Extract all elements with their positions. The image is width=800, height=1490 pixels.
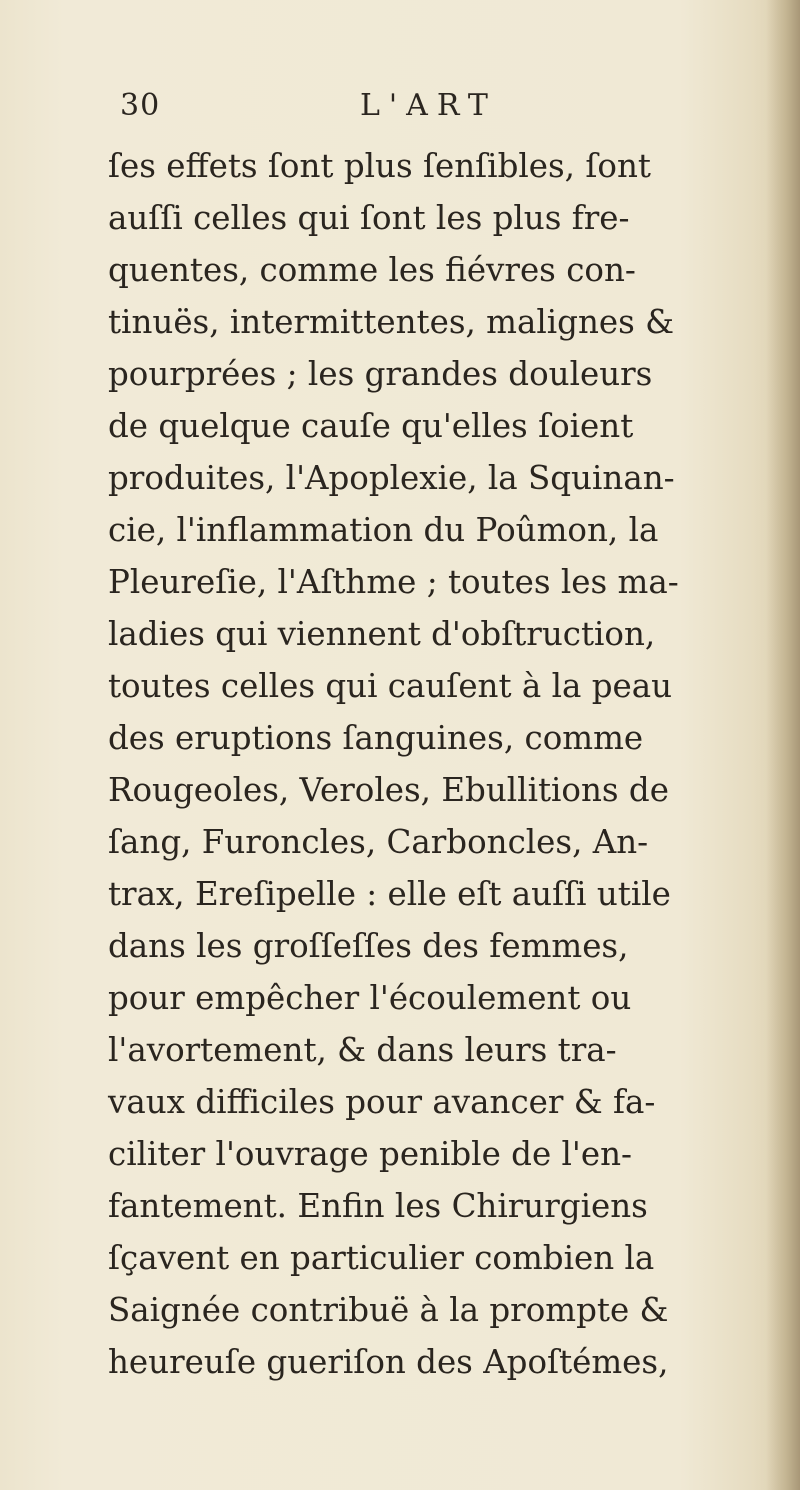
- text-line: pour empêcher l'écoulement ou: [108, 979, 632, 1017]
- page-number: 30: [120, 88, 161, 123]
- text-line: des eruptions ſanguines, comme: [108, 719, 644, 757]
- text-line: tinuës, intermittentes, malignes &: [108, 303, 675, 341]
- text-line: fantement. Enfin les Chirurgiens: [108, 1187, 648, 1225]
- page-header: [120, 88, 540, 134]
- text-line: Rougeoles, Veroles, Ebullitions de: [108, 771, 669, 809]
- text-line: cie, l'inflammation du Poûmon, la: [108, 511, 659, 549]
- gutter-shadow: [766, 0, 800, 1490]
- text-line: vaux difficiles pour avancer & fa-: [108, 1083, 656, 1121]
- running-title: L'ART: [360, 88, 497, 123]
- text-line: auſſi celles qui ſont les plus fre-: [108, 199, 630, 237]
- text-line: Pleureſie, l'Aſthme ; toutes les ma-: [108, 563, 679, 601]
- text-line: ciliter l'ouvrage penible de l'en-: [108, 1135, 632, 1173]
- text-line: dans les groſſeſſes des femmes,: [108, 927, 629, 965]
- text-line: ſçavent en particulier combien la: [108, 1239, 655, 1277]
- text-line: ſang, Furoncles, Carboncles, An-: [108, 823, 649, 861]
- text-line: Saignée contribuë à la prompte &: [108, 1291, 669, 1329]
- text-line: trax, Ereſipelle : elle eſt auſſi utile: [108, 875, 671, 913]
- body-text: [108, 140, 748, 1388]
- text-line: produites, l'Apoplexie, la Squinan-: [108, 459, 675, 497]
- text-line: de quelque cauſe qu'elles ſoient: [108, 407, 634, 445]
- text-line: l'avortement, & dans leurs tra-: [108, 1031, 617, 1069]
- text-line: ladies qui viennent d'obſtruction,: [108, 615, 656, 653]
- text-line: toutes celles qui cauſent à la peau: [108, 667, 673, 705]
- text-line: ſes effets ſont plus ſenſibles, ſont: [108, 147, 651, 185]
- text-line: quentes, comme les fiévres con-: [108, 251, 636, 289]
- text-line: pourprées ; les grandes douleurs: [108, 355, 653, 393]
- text-line: heureuſe gueriſon des Apoſtémes,: [108, 1343, 669, 1381]
